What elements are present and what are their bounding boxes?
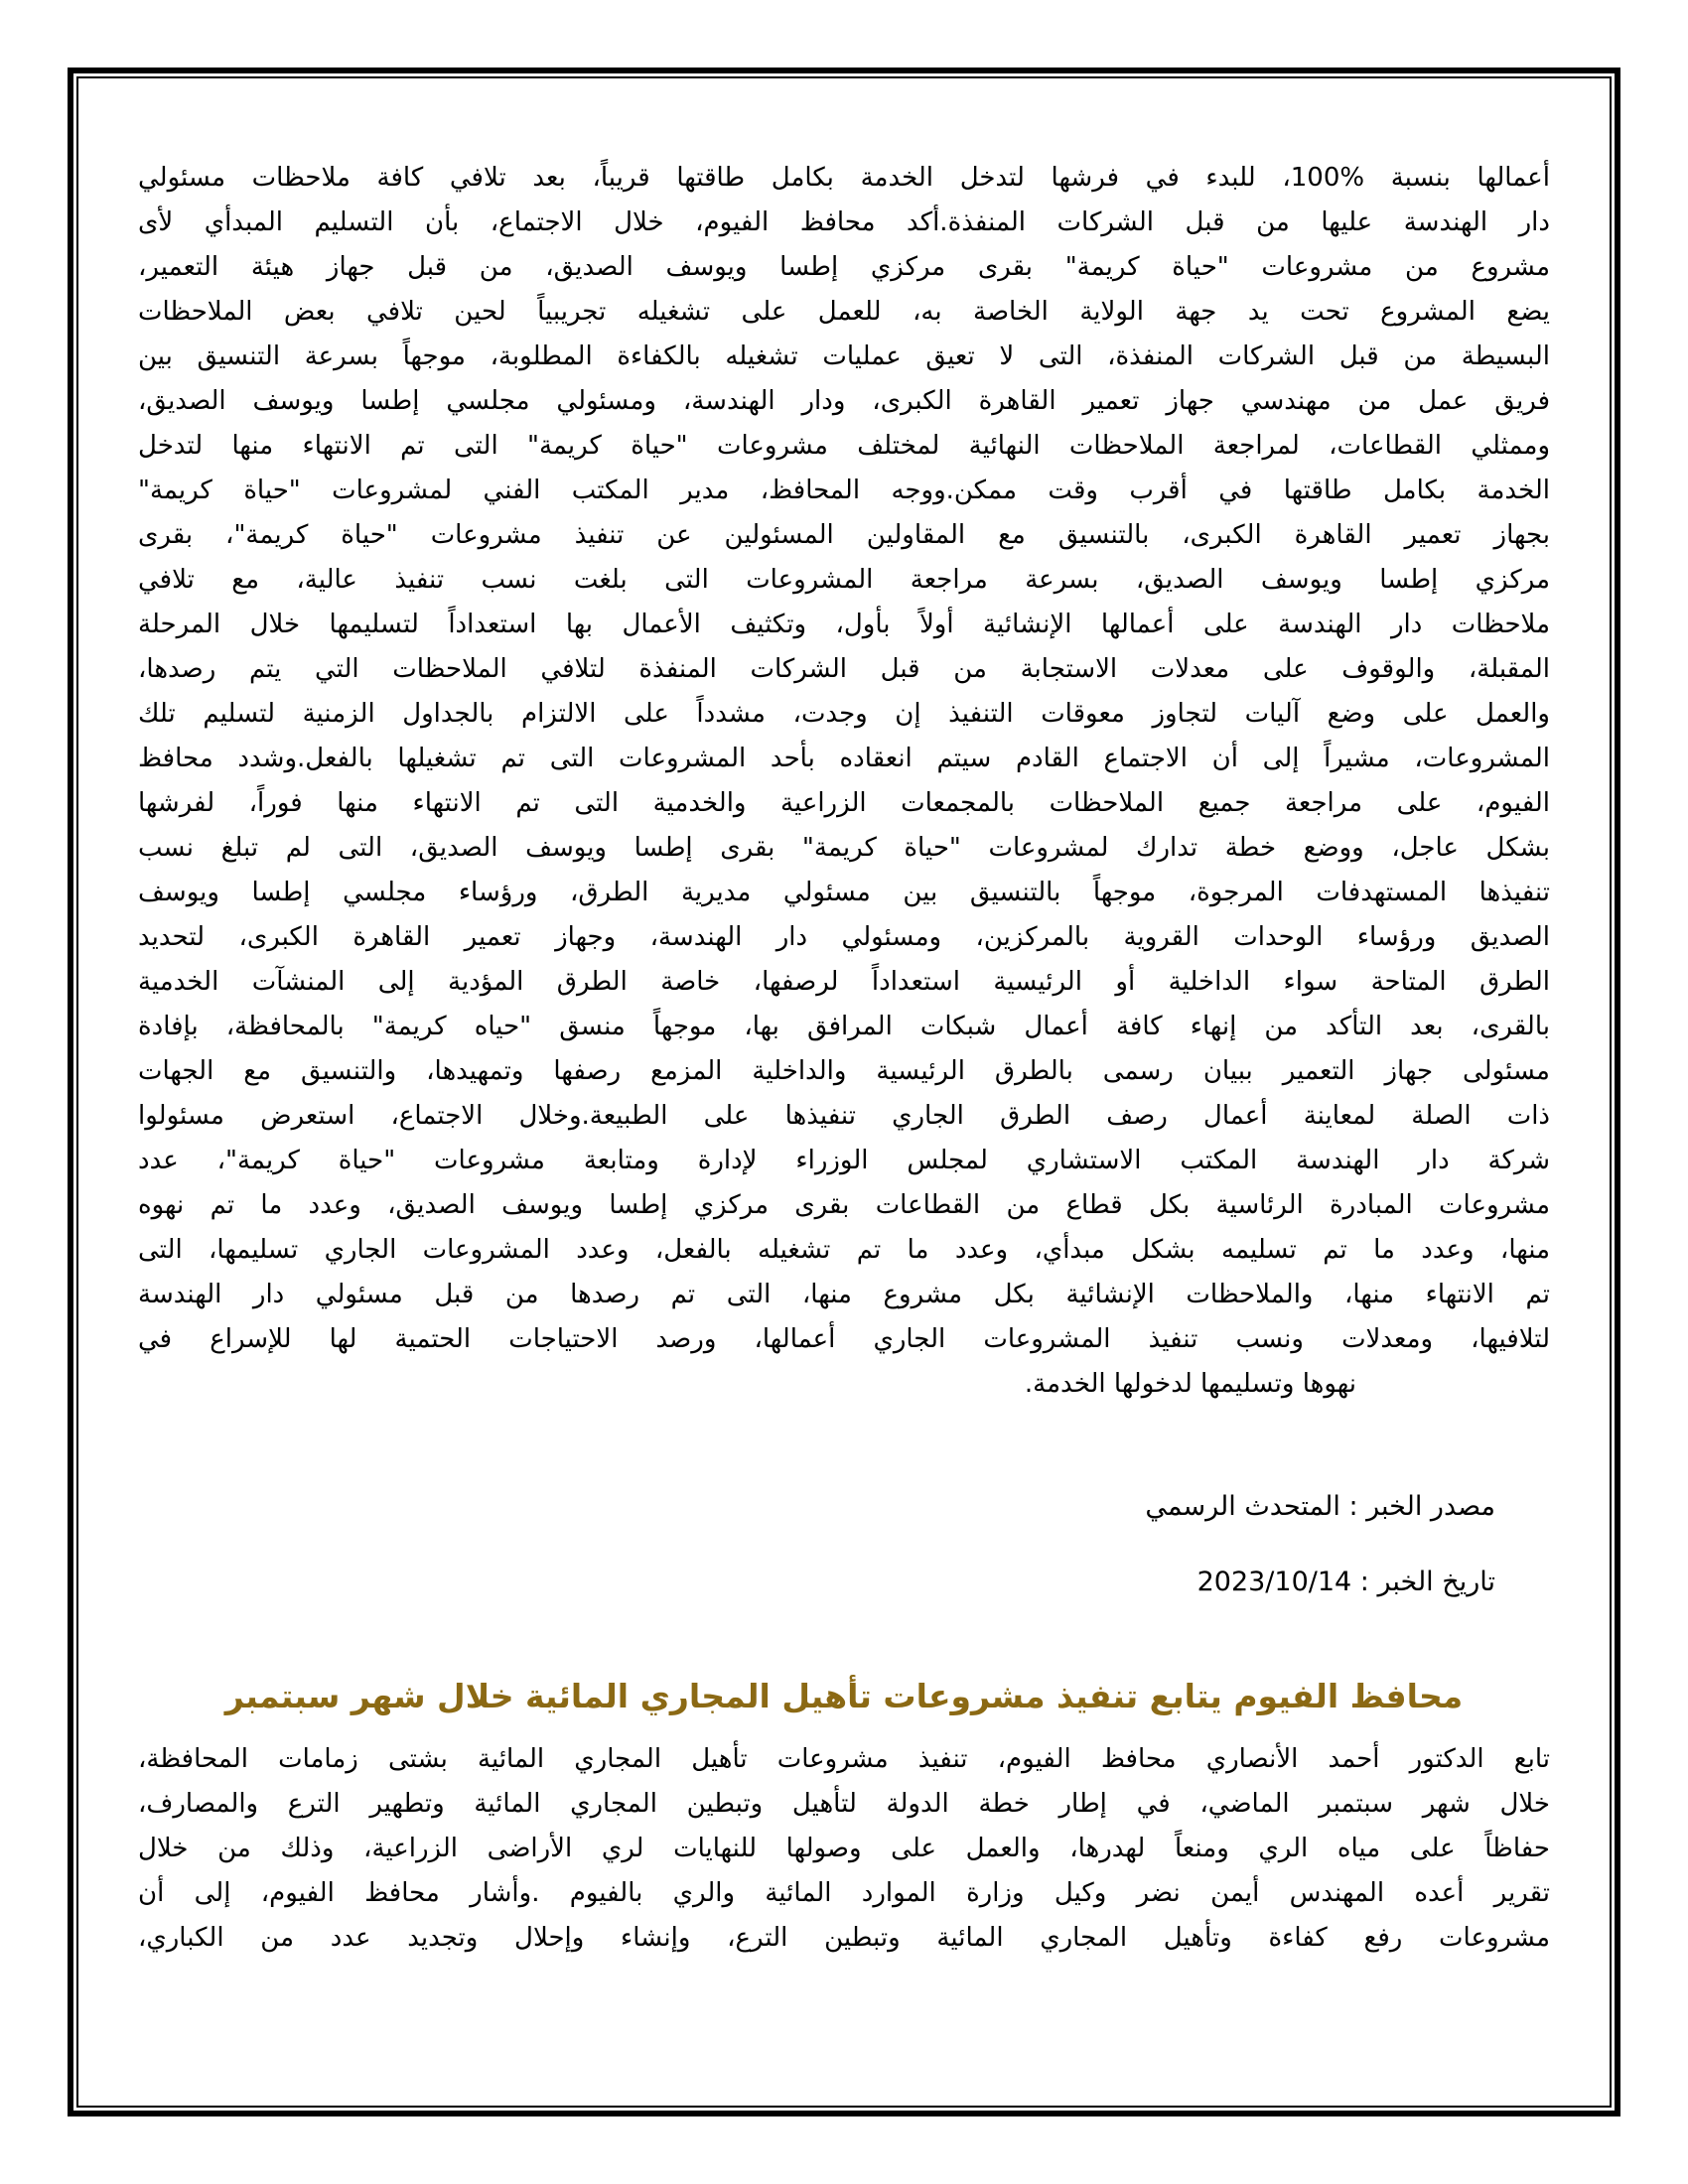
text-line: والعمل على وضع آليات لتجاوز معوقات التنفيذ إن وجدت، مشدداً على الالتزام بالجداول الزمنية لتسليم تلك bbox=[138, 699, 1550, 729]
article2-body bbox=[138, 1737, 1550, 1961]
news-date-line: تاريخ الخبر : 2023/10/14 bbox=[1196, 1567, 1495, 1597]
text-line: حفاظاً على مياه الري ومنعاً لهدرها، والعمل على وصولها للنهايات لري الأراضى الزراعية، وذلك من خلال bbox=[138, 1834, 1550, 1863]
text-line: دار الهندسة عليها من قبل الشركات المنفذة.أكد محافظ الفيوم، خلال الاجتماع، بأن التسليم المبدأي لأى bbox=[138, 207, 1550, 237]
page-border-inner bbox=[76, 76, 1612, 2108]
text-line: شركة دار الهندسة المكتب الاستشاري لمجلس الوزراء لإدارة ومتابعة مشروعات "حياة كريمة"، عدد bbox=[138, 1146, 1550, 1175]
page-content bbox=[78, 78, 1610, 2106]
text-line: أعمالها بنسبة %100، للبدء في فرشها لتدخل الخدمة بكامل طاقتها قريباً، بعد تلافي كافة ملاحظات مسئولي bbox=[138, 163, 1550, 193]
article-title: محافظ الفيوم يتابع تنفيذ مشروعات تأهيل المجاري المائية خلال شهر سبتمبر bbox=[224, 1677, 1464, 1715]
text-line: الخدمة بكامل طاقتها في أقرب وقت ممكن.ووجه المحافظ، مدير المكتب الفني لمشروعات "حياة كريمة" bbox=[138, 476, 1550, 505]
text-line: ملاحظات دار الهندسة على أعمالها الإنشائية أولاً بأول، وتكثيف الأعمال بها استعداداً لتسليمها خلال المرحلة bbox=[138, 610, 1550, 639]
text-line: بشكل عاجل، ووضع خطة تدارك لمشروعات "حياة كريمة" بقرى إطسا ويوسف الصديق، التى لم تبلغ نسب bbox=[138, 833, 1550, 863]
text-line: مشروعات المبادرة الرئاسية بكل قطاع من القطاعات بقرى مركزي إطسا ويوسف الصديق، وعدد ما تم نهوه bbox=[138, 1190, 1550, 1220]
text-line: يضع المشروع تحت يد جهة الولاية الخاصة به، للعمل على تشغيله تجريبياً لحين تلافي بعض الملاحظات bbox=[138, 297, 1550, 327]
article1-body bbox=[138, 156, 1550, 1362]
text-line: لتلافيها، ومعدلات ونسب تنفيذ المشروعات الجاري أعمالها، ورصد الاحتياجات الحتمية لها للإسراع في bbox=[138, 1324, 1550, 1354]
text-line: الطرق المتاحة سواء الداخلية أو الرئيسية استعداداً لرصفها، خاصة الطرق المؤدية إلى المنشآت الخدمية bbox=[138, 967, 1550, 997]
text-line: فريق عمل من مهندسي جهاز تعمير القاهرة الكبرى، ودار الهندسة، ومسئولي مجلسي إطسا ويوسف الصديق، bbox=[138, 386, 1550, 416]
text-line: تابع الدكتور أحمد الأنصاري محافظ الفيوم، تنفيذ مشروعات تأهيل المجاري المائية بشتى زمامات المحافظة، bbox=[138, 1744, 1550, 1774]
news-source-line: مصدر الخبر : المتحدث الرسمي bbox=[1145, 1491, 1495, 1522]
text-line: بالقرى، بعد التأكد من إنهاء كافة أعمال شبكات المرافق بها، موجهاً منسق "حياه كريمة" بالمحافظة، بإفادة bbox=[138, 1012, 1550, 1041]
page-border-frame bbox=[68, 68, 1620, 2116]
text-line: خلال شهر سبتمبر الماضي، في إطار خطة الدولة لتأهيل وتبطين المجاري المائية وتطهير الترع والمصارف، bbox=[138, 1789, 1550, 1819]
text-line: بجهاز تعمير القاهرة الكبرى، بالتنسيق مع المقاولين المسئولين عن تنفيذ مشروعات "حياة كريمة"، بقرى bbox=[138, 520, 1550, 550]
text-line: وممثلي القطاعات، لمراجعة الملاحظات النهائية لمختلف مشروعات "حياة كريمة" التى تم الانتهاء منها لتدخل bbox=[138, 431, 1550, 461]
text-line: تنفيذها المستهدفات المرجوة، موجهاً بالتنسيق بين مسئولي مديرية الطرق، ورؤساء مجلسي إطسا ويوسف bbox=[138, 878, 1550, 907]
text-line: المشروعات، مشيراً إلى أن الاجتماع القادم سيتم انعقاده بأحد المشروعات التى تم تشغيلها بالفعل.وشدد محافظ bbox=[138, 744, 1550, 773]
text-line: ذات الصلة لمعاينة أعمال رصف الطرق الجاري تنفيذها على الطبيعة.وخلال الاجتماع، استعرض مسئولوا bbox=[138, 1101, 1550, 1131]
text-line: البسيطة من قبل الشركات المنفذة، التى لا تعيق عمليات تشغيله بالكفاءة المطلوبة، موجهاً بسرعة التنسيق بين bbox=[138, 341, 1550, 371]
text-line: مسئولى جهاز التعمير ببيان رسمى بالطرق الرئيسية والداخلية المزمع رصفها وتمهيدها، والتنسيق مع الجهات bbox=[138, 1056, 1550, 1086]
text-line: تقرير أعده المهندس أيمن نضر وكيل وزارة الموارد المائية والري بالفيوم .وأشار محافظ الفيوم، إلى أن bbox=[138, 1878, 1550, 1908]
text-line: الفيوم، على مراجعة جميع الملاحظات بالمجمعات الزراعية والخدمية التى تم الانتهاء منها فوراً، لفرشها bbox=[138, 788, 1550, 818]
text-line: الصديق ورؤساء الوحدات القروية بالمركزين، ومسئولي دار الهندسة، وجهاز تعمير القاهرة الكبرى، لتحديد bbox=[138, 922, 1550, 952]
text-line: تم الانتهاء منها، والملاحظات الإنشائية بكل مشروع منها، التى تم رصدها من قبل مسئولي دار الهندسة bbox=[138, 1280, 1550, 1309]
text-line: مشروعات رفع كفاءة وتأهيل المجاري المائية وتبطين الترع، وإنشاء وإحلال وتجديد عدد من الكباري، bbox=[138, 1923, 1550, 1953]
article1-last-line: نهوها وتسليمها لدخولها الخدمة. bbox=[1024, 1369, 1356, 1399]
text-line: المقبلة، والوقوف على معدلات الاستجابة من قبل الشركات المنفذة لتلافي الملاحظات التي يتم رصدها، bbox=[138, 654, 1550, 684]
text-line: مركزي إطسا ويوسف الصديق، بسرعة مراجعة المشروعات التى بلغت نسب تنفيذ عالية، مع تلافي bbox=[138, 565, 1550, 595]
text-line: منها، وعدد ما تم تسليمه بشكل مبدأي، وعدد ما تم تشغيله بالفعل، وعدد المشروعات الجاري تسليمها، التى bbox=[138, 1235, 1550, 1265]
text-line: مشروع من مشروعات "حياة كريمة" بقرى مركزي إطسا ويوسف الصديق، من قبل جهاز هيئة التعمير، bbox=[138, 252, 1550, 282]
